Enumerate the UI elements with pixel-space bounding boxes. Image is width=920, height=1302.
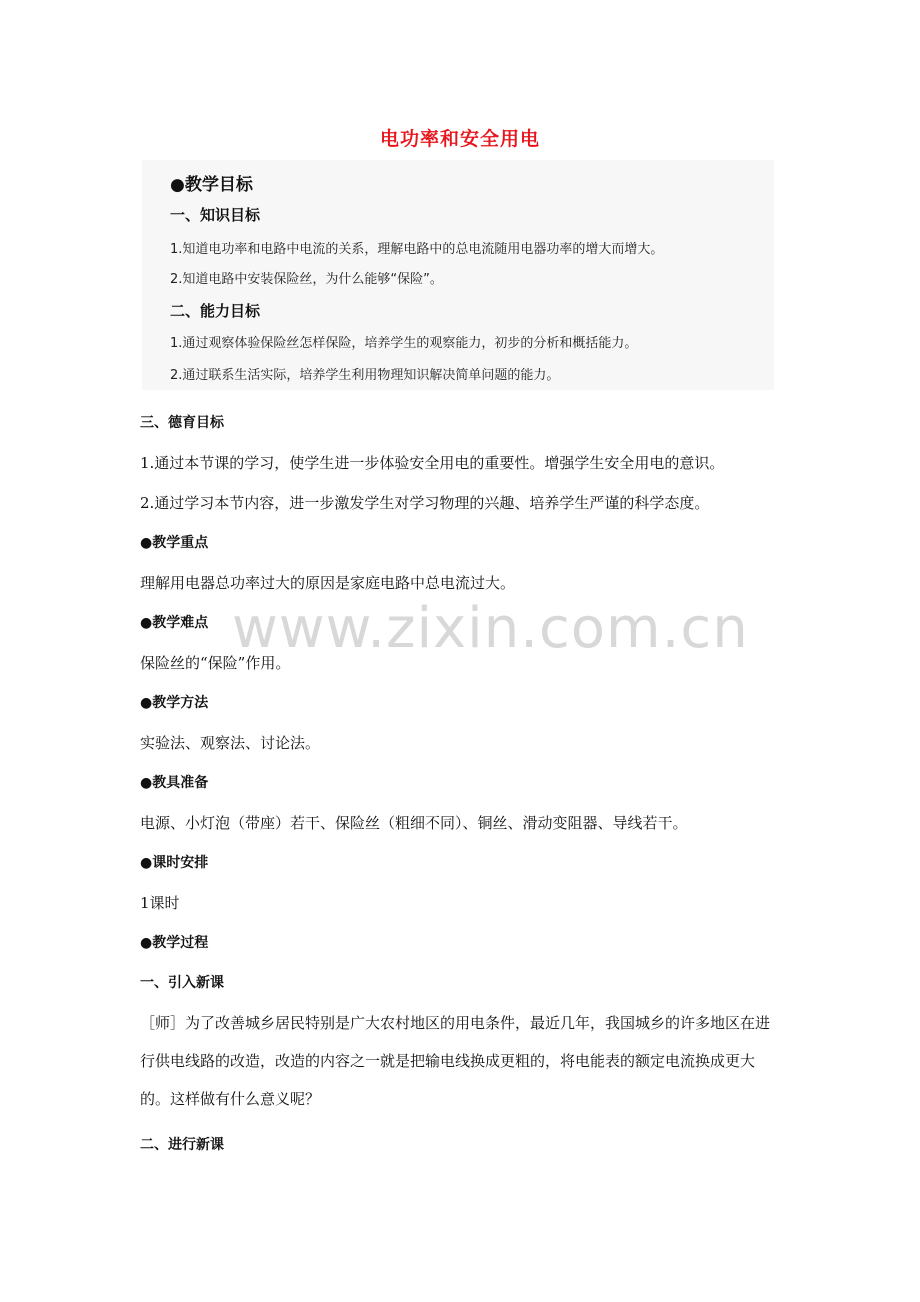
intro-paragraph: ［师］为了改善城乡居民特别是广大农村地区的用电条件，最近几年，我国城乡的许多地区在进行供电线路的改造，改造的内容之一就是把输电线换成更粗的，将电能表的额定电流换成更大的。这样做有什么意义呢？ <box>140 1014 771 1108</box>
difficulty-heading: ●教学难点 <box>140 615 209 631</box>
watermark: www.zixin.com.cn <box>232 596 749 661</box>
moral-objectives-heading: 三、德育目标 <box>140 415 224 431</box>
tools-text: 电源、小灯泡（带座）若干、保险丝（粗细不同）、铜丝、滑动变阻器、导线若干。 <box>140 814 688 832</box>
intro-heading: 一、引入新课 <box>140 975 224 991</box>
document-title: 电功率和安全用电 <box>379 128 540 150</box>
knowledge-item: 1.知道电功率和电路中电流的关系，理解电路中的总电流随用电器功率的增大而增大。 <box>170 242 664 257</box>
ability-objectives-heading: 二、能力目标 <box>170 302 261 320</box>
method-heading: ●教学方法 <box>140 695 209 711</box>
objectives-image-box <box>142 160 774 390</box>
objectives-heading: ●教学目标 <box>170 175 253 195</box>
key-point-heading: ●教学重点 <box>140 535 209 551</box>
new-lesson-heading: 二、进行新课 <box>140 1137 224 1153</box>
key-point-text: 理解用电器总功率过大的原因是家庭电路中总电流过大。 <box>140 574 516 592</box>
method-text: 实验法、观察法、讨论法。 <box>140 734 321 752</box>
schedule-heading: ●课时安排 <box>140 855 209 871</box>
ability-item: 2.通过联系生活实际，培养学生利用物理知识解决简单问题的能力。 <box>170 368 560 383</box>
process-heading: ●教学过程 <box>140 935 209 951</box>
knowledge-objectives-heading: 一、知识目标 <box>170 206 261 224</box>
ability-item: 1.通过观察体验保险丝怎样保险，培养学生的观察能力，初步的分析和概括能力。 <box>170 336 638 351</box>
moral-item: 2.通过学习本节内容，进一步激发学生对学习物理的兴趣、培养学生严谨的科学态度。 <box>140 494 710 512</box>
knowledge-item: 2.知道电路中安装保险丝，为什么能够“保险”。 <box>170 272 443 287</box>
moral-item: 1.通过本节课的学习，使学生进一步体验安全用电的重要性。增强学生安全用电的意识。 <box>140 454 725 472</box>
difficulty-text: 保险丝的“保险”作用。 <box>140 654 291 672</box>
schedule-text: 1课时 <box>140 894 180 912</box>
tools-heading: ●教具准备 <box>140 775 209 791</box>
